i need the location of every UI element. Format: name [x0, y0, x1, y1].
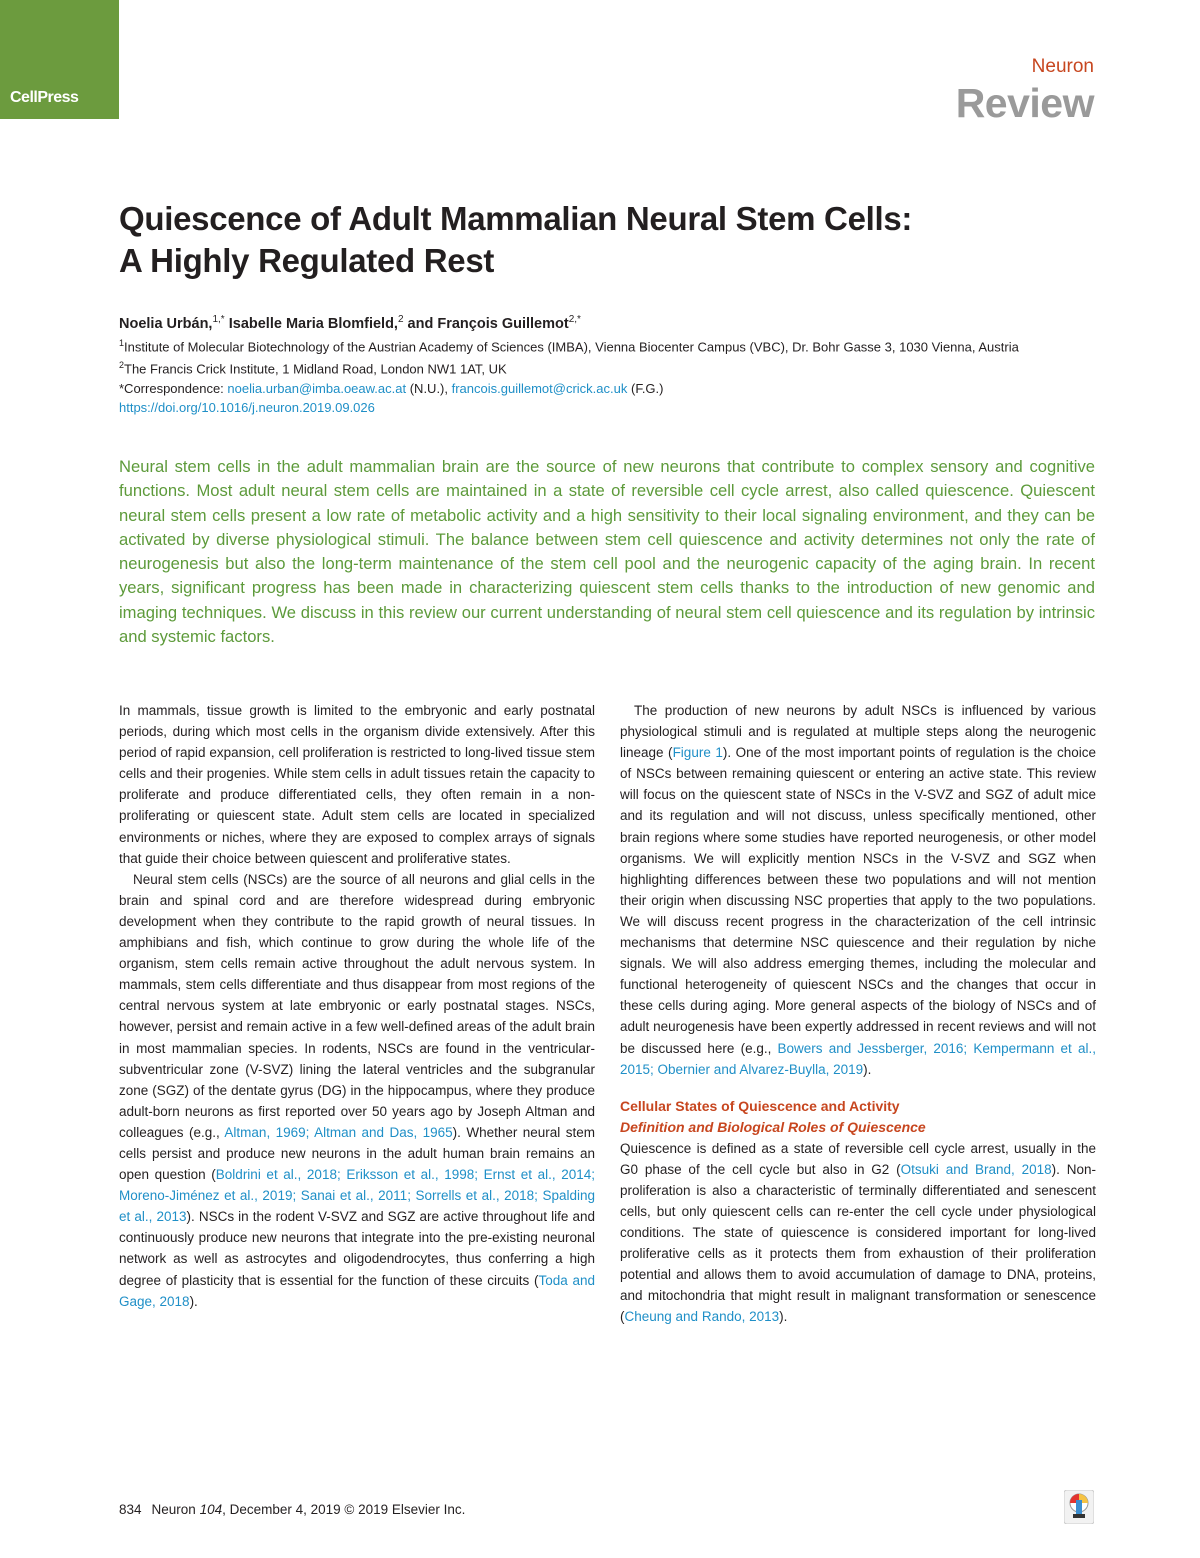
- section-heading: Cellular States of Quiescence and Activity: [620, 1097, 900, 1114]
- affiliation-1-text: Institute of Molecular Biotechnology of the Austrian Academy of Sciences (IMBA), Vienna Biocenter Campus (VBC), Dr. Bohr Gasse 3, 1030 Vienna, Austria: [124, 339, 1019, 355]
- title-line-2: A Highly Regulated Rest: [119, 242, 495, 279]
- citation-link[interactable]: Bowers and Jessberger, 2016; Kempermann et al., 2015; Obernier and Alvarez-Buylla, 2019: [620, 1040, 1096, 1077]
- paragraph: [620, 700, 1096, 1080]
- correspondence-label: *Correspondence:: [119, 380, 228, 396]
- affiliation-2-text: The Francis Crick Institute, 1 Midland Road, London NW1 1AT, UK: [124, 361, 507, 377]
- text-span: ). Non-proliferation is also a characteristic of terminally differentiated and senescent cells, but only quiescent cells can re-enter the cell cycle under physiological conditions. The state of quiescence is considered important for long-lived proliferative cells as it protects them from exhaustion of their proliferation potential and allows them to avoid accumulation of damage to DNA, proteins, and mitochondria that might result in malignant transformation or senescence (: [620, 1161, 1097, 1325]
- page-footer: [119, 1502, 465, 1517]
- citation-link[interactable]: Cheung and Rando, 2013: [624, 1309, 780, 1325]
- figure-link[interactable]: Figure 1: [672, 745, 723, 761]
- citation-link[interactable]: Otsuki and Brand, 2018: [900, 1161, 1052, 1177]
- text-span: ). NSCs in the rodent V-SVZ and SGZ are active throughout life and continuously produce new neurons that integrate into the pre-existing neuronal network as well as astrocytes and oligodendrocytes, thus conferring a high degree of plasticity that is essential for the function of these circuits (: [119, 1209, 595, 1288]
- footer-date-copyright: , December 4, 2019 © 2019 Elsevier Inc.: [222, 1502, 466, 1517]
- author-3-affil: 2,*: [568, 314, 581, 325]
- paragraph: In mammals, tissue growth is limited to the embryonic and early postnatal periods, during which most cells in the organism divide extensively. After this period of rapid expansion, cell proliferation is restricted to long-lived tissue stem cells and their progenies. While stem cells in adult tissues retain the capacity to proliferate and produce differentiated cells, they often remain in a non-proliferating or quiescent state. Adult stem cells are located in specialized environments or niches, where they are exposed to complex arrays of signals that guide their choice between quiescent and proliferative states.: [119, 703, 595, 866]
- text-span: ). Whether neural stem cells persist and produce new neurons in the adult human brain remains an open question (: [119, 1124, 595, 1183]
- citation-link[interactable]: Altman, 1969; Altman and Das, 1965: [224, 1124, 453, 1140]
- text-span: The production of new neurons by adult NSCs is influenced by various physiological stimuli and is regulated at multiple steps along the neurogenic lineage (: [620, 703, 1096, 761]
- text-span: ).: [779, 1309, 788, 1325]
- citation-link[interactable]: Boldrini et al., 2018; Eriksson et al., 1998; Ernst et al., 2014; Moreno-Jiménez et al., 2019; Sanai et al., 2011; Sorrells et al., 2018; Spalding et al., 2013: [119, 1167, 595, 1225]
- text-span: ).: [863, 1061, 872, 1077]
- subsection-heading: Definition and Biological Roles of Quiescence: [620, 1118, 926, 1135]
- abstract: Neural stem cells in the adult mammalian brain are the source of new neurons that contribute to complex sensory and cognitive functions. Most adult neural stem cells are maintained in a state of reversible cell cycle arrest, also called quiescence. Quiescent neural stem cells present a low rate of metabolic activity and a high sensitivity to their local signaling environment, and they can be activated by diverse physiological stimuli. The balance between stem cell quiescence and activity determines not only the rate of neurogenesis but also the long-term maintenance of the stem cell pool and the neurogenic capacity of the aging brain. In recent years, significant progress has been made in characterizing quiescent stem cells thanks to the introduction of new genomic and imaging techniques. We discuss in this review our current understanding of neural stem cell quiescence and its regulation by intrinsic and systemic factors.: [119, 457, 1095, 647]
- author-1: Noelia Urbán,: [119, 315, 213, 332]
- affiliations: [119, 334, 1099, 417]
- body-column-left: [119, 700, 595, 1312]
- doi-link[interactable]: https://doi.org/10.1016/j.neuron.2019.09.026: [119, 399, 375, 415]
- author-list: [119, 314, 581, 332]
- title-line-1: Quiescence of Adult Mammalian Neural Stem Cells:: [119, 200, 913, 237]
- correspondence: [119, 379, 1099, 398]
- paragraph: [119, 869, 595, 1312]
- author-2: Isabelle Maria Blomfield,: [224, 315, 398, 332]
- email-link-1[interactable]: noelia.urban@imba.oeaw.ac.at: [227, 380, 407, 396]
- footer-journal: Neuron: [151, 1502, 200, 1517]
- page-number: 834: [119, 1502, 142, 1517]
- cellpress-logo-tab: [0, 0, 119, 119]
- text-span: Neural stem cells (NSCs) are the source of all neurons and glial cells in the brain and spinal cord and are therefore widespread during embryonic development when they contribute to the rapid growth of neural tissues. In amphibians and fish, which continue to grow during the whole life of the organism, stem cells remain active throughout the adult nervous system. In mammals, stem cells differentiate and thus disappear from most regions of the central nervous system at late embryonic or early postnatal stages. NSCs, however, persist and remain active in a few well-defined areas of the adult brain in most mammalian species. In rodents, NSCs are found in the ventricular-subventricular zone (V-SVZ) lining the lateral ventricles and the subgranular zone (SGZ) of the dentate gyrus (DG) in the hippocampus, where they produce adult-born neurons as first reported over 50 years ago by Joseph Altman and colleagues (e.g.,: [119, 871, 595, 1140]
- author-3: and François Guillemot: [403, 315, 569, 332]
- section-label: Review: [955, 80, 1094, 126]
- paragraph: [620, 1138, 1096, 1328]
- text-span: ).: [189, 1293, 198, 1309]
- email-1-initials: (N.U.),: [406, 380, 452, 396]
- author-1-affil: 1,*: [212, 314, 225, 325]
- footer-volume: 104: [199, 1502, 223, 1517]
- text-span: Quiescence is defined as a state of reversible cell cycle arrest, usually in the G0 phase of the cell cycle but also in G2 (: [620, 1140, 1096, 1177]
- article-title: [119, 198, 1109, 282]
- affiliation-2-number: 2: [119, 360, 125, 371]
- cellpress-logo: CellPress: [10, 89, 79, 106]
- citation-link[interactable]: Toda and Gage, 2018: [119, 1272, 595, 1309]
- affiliation-1-number: 1: [119, 338, 125, 348]
- journal-name: Neuron: [1031, 56, 1094, 77]
- email-2-initials: (F.G.): [627, 380, 664, 396]
- affiliation-1: [119, 334, 1099, 356]
- body-column-right: [620, 700, 1096, 1328]
- crossmark-icon[interactable]: [1064, 1490, 1094, 1524]
- email-link-2[interactable]: francois.guillemot@crick.ac.uk: [451, 380, 628, 396]
- affiliation-2: [119, 356, 1099, 378]
- author-2-affil: 2: [397, 314, 404, 325]
- text-span: ). One of the most important points of regulation is the choice of NSCs between remaining quiescent or entering an active state. This review will focus on the quiescent state of NSCs in the V-SVZ and SGZ of adult mice and its regulation and will not discuss, unless specifically mentioned, other brain regions where some studies have reported neurogenesis, or other model organisms. We will explicitly mention NSCs in the V-SVZ and SGZ when highlighting differences between these two populations and will not mention their origin when discussing NSC properties that apply to the two populations. We will discuss recent progress in the characterization of the cell intrinsic mechanisms that determine NSC quiescence and their regulation by niche signals. We will also address emerging themes, including the molecular and functional heterogeneity of quiescent NSCs and the changes that occur in these cells during aging. More general aspects of the biology of NSCs and of adult neurogenesis have been expertly addressed in recent reviews and will not be discussed here (e.g.,: [620, 745, 1096, 1056]
